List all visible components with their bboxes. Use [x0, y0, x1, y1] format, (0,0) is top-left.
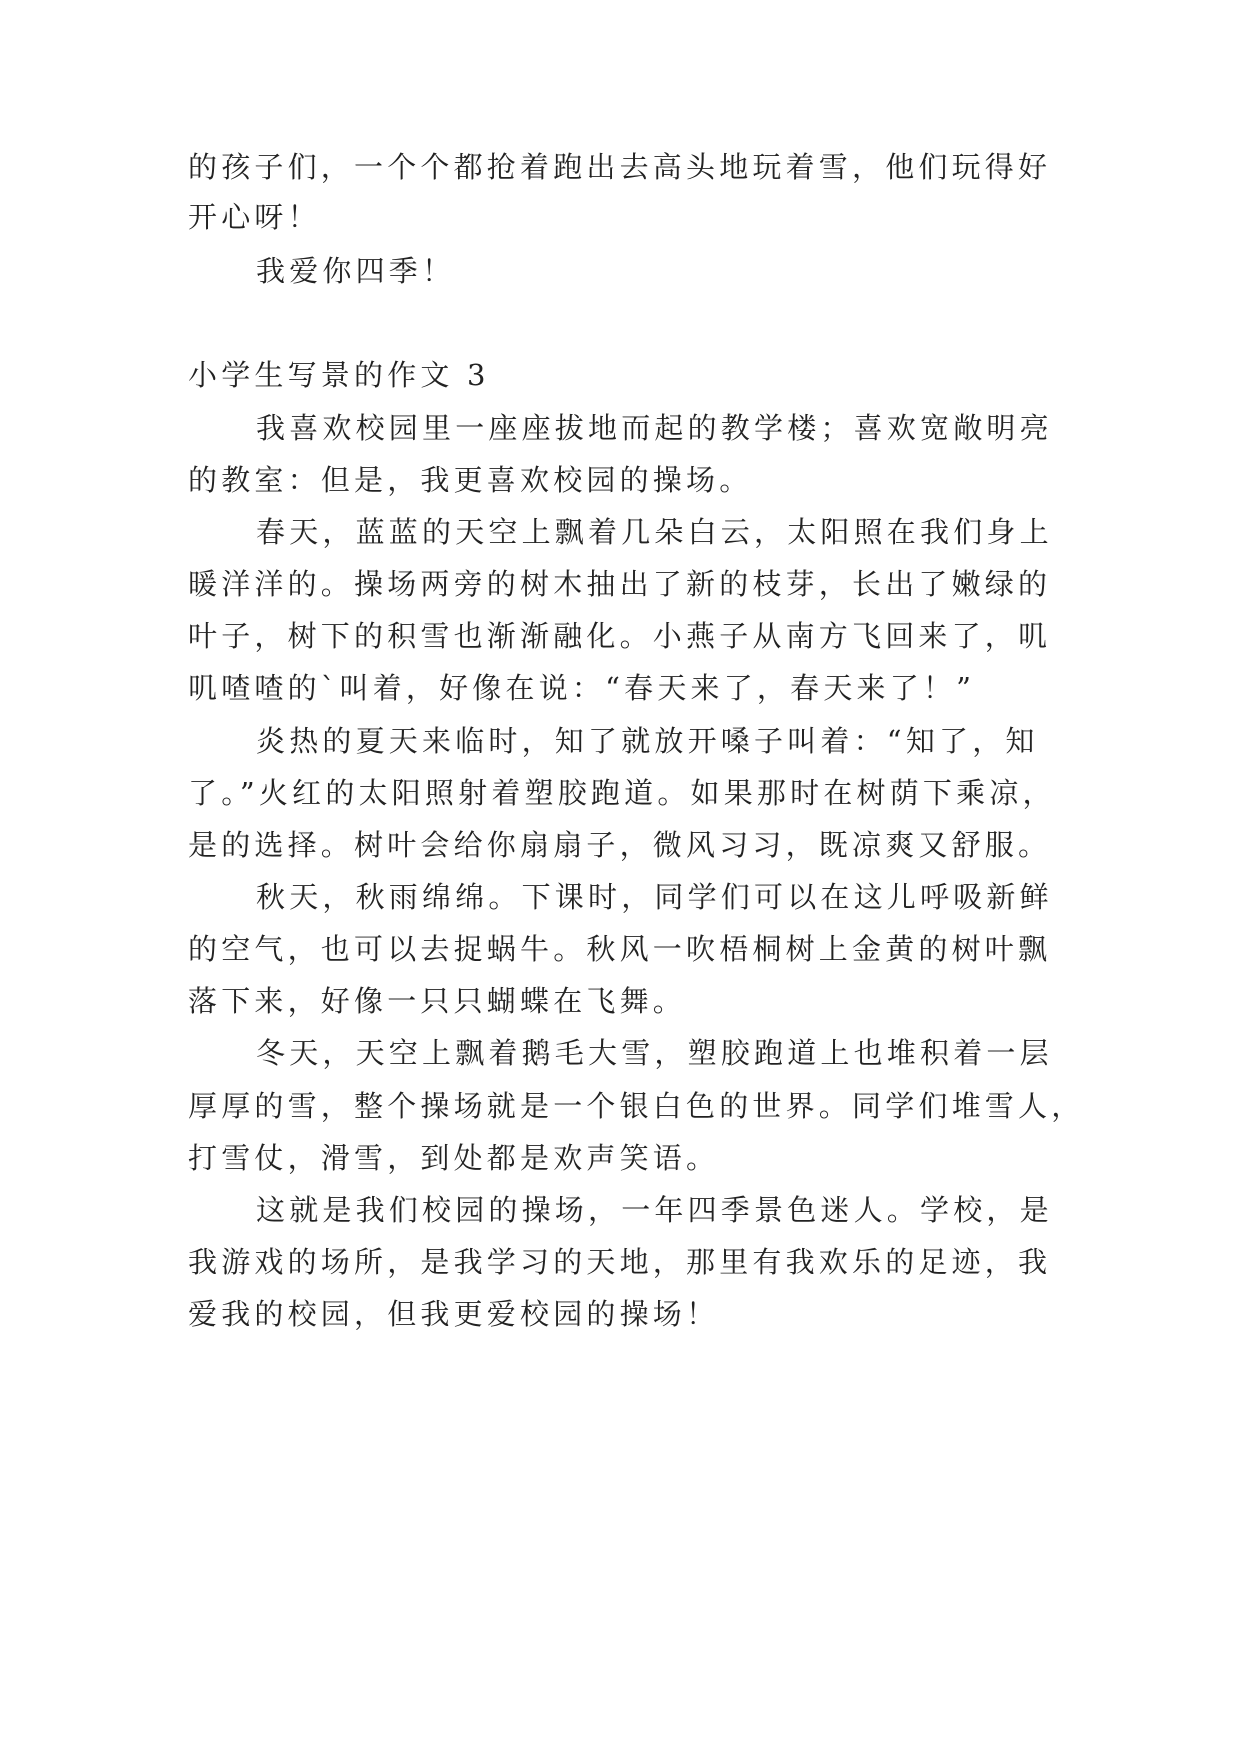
- text-line: 的空气，也可以去捉蜗牛。秋风一吹梧桐树上金黄的树叶飘: [188, 932, 1052, 966]
- text-line: 是的选择。树叶会给你扇扇子，微风习习，既凉爽又舒服。: [188, 828, 1052, 862]
- text-line: 了。”火红的太阳照射着塑胶跑道。如果那时在树荫下乘凉，: [188, 776, 1056, 810]
- closing-line: 我爱你四季！: [256, 254, 456, 288]
- text-line: 冬天，天空上飘着鹅毛大雪，塑胶跑道上也堆积着一层: [256, 1036, 1053, 1070]
- text-line: 落下来，好像一只只蝴蝶在飞舞。: [188, 984, 687, 1018]
- text-line: 春天，蓝蓝的天空上飘着几朵白云，太阳照在我们身上: [256, 515, 1053, 549]
- section-heading: 小学生写景的作文 3: [188, 358, 490, 392]
- text-line: 打雪仗，滑雪，到处都是欢声笑语。: [188, 1141, 720, 1175]
- text-line: 秋天，秋雨绵绵。下课时，同学们可以在这儿呼吸新鲜: [256, 880, 1053, 914]
- text-line: 我喜欢校园里一座座拔地而起的教学楼；喜欢宽敞明亮: [256, 411, 1053, 445]
- text-line: 叽喳喳的`叫着，好像在说：“春天来了，春天来了！”: [188, 671, 976, 705]
- text-line: 这就是我们校园的操场，一年四季景色迷人。学校，是: [256, 1193, 1053, 1227]
- text-line: 的教室：但是，我更喜欢校园的操场。: [188, 463, 753, 497]
- text-line: 爱我的校园，但我更爱校园的操场！: [188, 1297, 720, 1331]
- text-line: 暖洋洋的。操场两旁的树木抽出了新的枝芽，长出了嫩绿的: [188, 567, 1052, 601]
- text-line: 厚厚的雪，整个操场就是一个银白色的世界。同学们堆雪人，: [188, 1089, 1085, 1123]
- text-line: 叶子，树下的积雪也渐渐融化。小燕子从南方飞回来了，叽: [188, 619, 1052, 653]
- text-line: 的孩子们，一个个都抢着跑出去高头地玩着雪，他们玩得好: [188, 150, 1052, 184]
- text-line: 我游戏的场所，是我学习的天地，那里有我欢乐的足迹，我: [188, 1245, 1052, 1279]
- text-line: 炎热的夏天来临时，知了就放开嗓子叫着：“知了，知: [256, 724, 1039, 758]
- text-line: 开心呀！: [188, 200, 321, 234]
